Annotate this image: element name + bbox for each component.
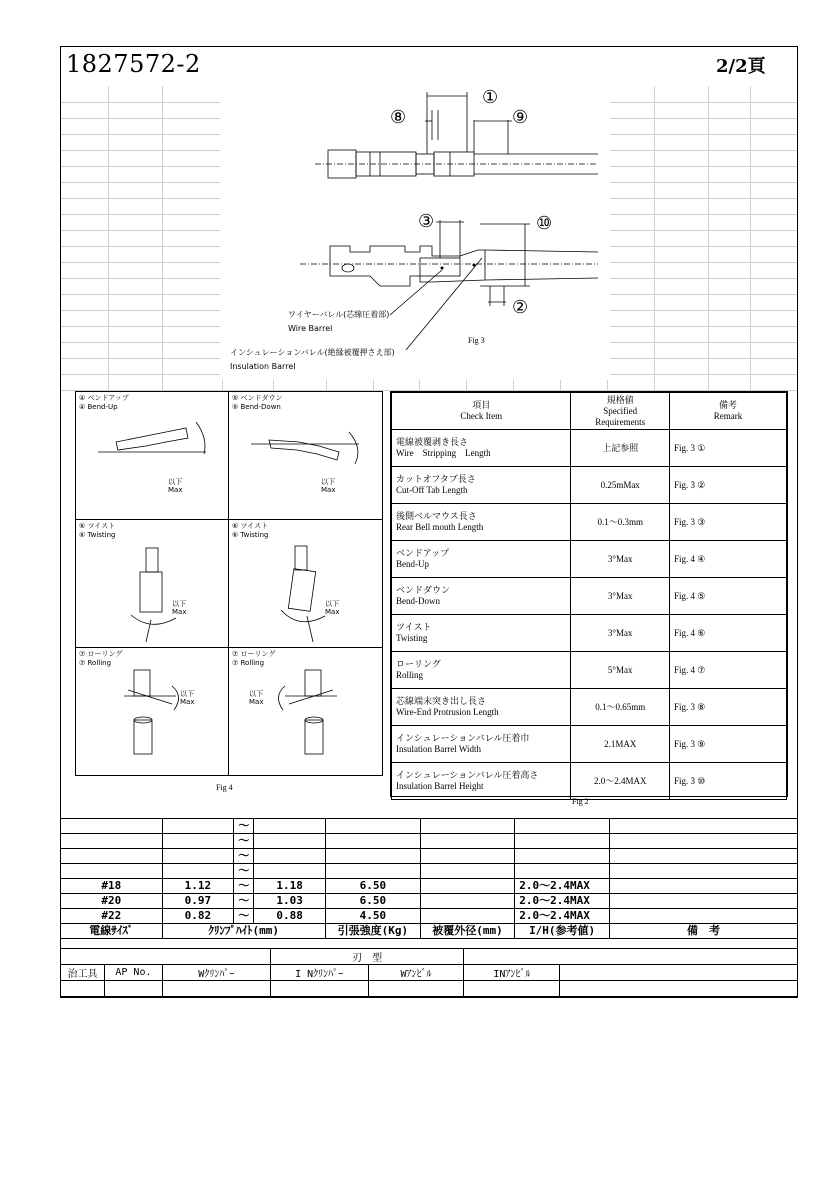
tensile-strength: 6.50: [326, 879, 421, 894]
cell-label-jp: ⑥ ツイスト: [79, 522, 116, 530]
range-tilde: ～: [234, 849, 254, 864]
fig4-cell-twisting-2: [229, 520, 382, 648]
spec-header-row: [392, 393, 787, 430]
header-req-en: Specified: [603, 405, 638, 416]
max-en: Max: [321, 486, 336, 494]
crimp-empty-row: [61, 864, 798, 879]
remark: [609, 879, 797, 894]
spec-remark: Fig. 3 ⑧: [669, 689, 786, 726]
callout-9: ⑨: [512, 107, 529, 128]
header-req-jp: 規格値: [606, 394, 634, 405]
spec-value: 3°Max: [571, 541, 670, 578]
max-jp: 以下: [321, 478, 336, 486]
fig3-caption: Fig 3: [468, 336, 485, 345]
cell-label-jp: ④ ベンドアップ: [79, 394, 129, 402]
spec-item-en: Twisting: [396, 633, 428, 643]
header-remark-jp: 備考: [718, 400, 737, 410]
crimp-header-row: [61, 924, 798, 939]
spec-item-jp: 芯線端末突き出し長さ: [396, 696, 487, 706]
in-anvil-label: INｱﾝﾋﾞﾙ: [464, 965, 560, 981]
tooling-table: [60, 948, 798, 997]
wire-barrel-label-jp: ワイヤーバレル(芯線圧着部): [288, 310, 390, 319]
spec-row: [392, 504, 787, 541]
range-tilde: ～: [234, 819, 254, 834]
spec-item-jp: ローリング: [396, 659, 441, 669]
max-jp: 以下: [325, 600, 340, 608]
tensile-strength: 6.50: [326, 894, 421, 909]
cell-label-jp: ⑦ ローリング: [232, 650, 276, 658]
header-outer-diameter: 被覆外径(mm): [420, 924, 515, 939]
fig4-caption: Fig 4: [216, 783, 233, 792]
crimp-height-min: 1.12: [162, 879, 234, 894]
crimp-height-min: 0.97: [162, 894, 234, 909]
outer-diameter: [420, 894, 515, 909]
fig4-cell-rolling-1: [76, 648, 229, 776]
cell-label-en: ⑦ Rolling: [79, 659, 112, 667]
fig4-cell-twisting-1: [76, 520, 229, 648]
callout-8: ⑧: [390, 107, 407, 128]
crimp-table: [60, 818, 798, 939]
outer-diameter: [420, 909, 515, 924]
spec-value: 0.1～0.3mm: [571, 504, 670, 541]
header-ih: I/H(参考値): [515, 924, 610, 939]
cell-label-en: ④ Bend-Up: [79, 403, 118, 411]
spec-remark: Fig. 3 ⑨: [669, 726, 786, 763]
header-tensile: 引張強度(Kg): [326, 924, 421, 939]
spec-item-jp: 後側ベルマウス長さ: [396, 511, 477, 521]
spec-row: [392, 578, 787, 615]
header-item-jp: 項目: [472, 400, 491, 410]
w-crimper-label: Wｸﾘﾝﾊﾟｰ: [162, 965, 270, 981]
header-remark: 備 考: [609, 924, 797, 939]
range-tilde: ～: [234, 879, 254, 894]
tooling-table-panel: [60, 948, 798, 997]
spec-row: [392, 430, 787, 467]
max-jp: 以下: [168, 478, 183, 486]
crimp-row: [61, 879, 798, 894]
header-crimp-height: ｸﾘﾝﾌﾟﾊｲﾄ(mm): [162, 924, 326, 939]
insulation-height: 2.0～2.4MAX: [515, 909, 610, 924]
crimp-empty-row: [61, 819, 798, 834]
spec-item-jp: 電線被覆剥き長さ: [396, 437, 469, 447]
cell-label-jp: ⑤ ベンドダウン: [232, 394, 283, 402]
callout-2: ②: [512, 297, 529, 318]
range-tilde: ～: [234, 909, 254, 924]
spec-item-en: Bend-Up: [396, 559, 429, 569]
insulation-height: 2.0～2.4MAX: [515, 894, 610, 909]
fig4-cell-bend-down: [229, 392, 382, 520]
max-en: Max: [180, 698, 195, 706]
crimp-table-panel: [60, 818, 798, 939]
crimp-height-max: 0.88: [254, 909, 326, 924]
spec-value: 5°Max: [571, 652, 670, 689]
die-title: 刃 型: [270, 949, 464, 965]
spec-item-jp: ベンドアップ: [396, 548, 450, 558]
insulation-height: 2.0～2.4MAX: [515, 879, 610, 894]
spec-item-jp: インシュレーションバレル圧着巾: [396, 733, 530, 743]
crimp-height-max: 1.18: [254, 879, 326, 894]
spec-item-jp: インシュレーションバレル圧着高さ: [396, 770, 539, 780]
spec-item-en: Wire-End Protrusion Length: [396, 707, 499, 717]
range-tilde: ～: [234, 834, 254, 849]
spec-value: 2.1MAX: [571, 726, 670, 763]
max-en: Max: [168, 486, 183, 494]
fig3-drawing: [220, 80, 610, 380]
callout-1: ①: [482, 87, 499, 108]
cell-label-jp: ⑦ ローリング: [79, 650, 123, 658]
ap-number-label: AP No.: [104, 965, 162, 981]
crimp-empty-row: [61, 849, 798, 864]
spec-remark: Fig. 3 ②: [669, 467, 786, 504]
page-number: 2/2頁: [716, 56, 766, 77]
crimp-empty-row: [61, 834, 798, 849]
range-tilde: ～: [234, 864, 254, 879]
fig4-cell-rolling-2: [229, 648, 382, 776]
callout-3: ③: [418, 211, 435, 232]
fig4-cell-bend-up: [76, 392, 229, 520]
callout-10: ⑩: [536, 213, 553, 234]
spec-value: 3°Max: [571, 578, 670, 615]
spec-remark: Fig. 4 ④: [669, 541, 786, 578]
fig2-caption: Fig 2: [572, 797, 589, 806]
spec-row: [392, 726, 787, 763]
outer-diameter: [420, 879, 515, 894]
max-jp: 以下: [180, 690, 195, 698]
header-wire-size: 電線ｻｲｽﾞ: [61, 924, 163, 939]
wire-size: #20: [61, 894, 163, 909]
tensile-strength: 4.50: [326, 909, 421, 924]
crimp-row: [61, 894, 798, 909]
spec-remark: Fig. 3 ③: [669, 504, 786, 541]
spec-item-en: Insulation Barrel Width: [396, 744, 481, 754]
spec-item-jp: ベンドダウン: [396, 585, 451, 595]
spec-value: 0.25mMax: [571, 467, 670, 504]
max-jp: 以下: [172, 600, 187, 608]
spec-table-panel: [390, 391, 788, 797]
insulation-barrel-label-jp: インシュレーションバレル(絶縁被覆押さえ部): [230, 348, 395, 357]
cell-label-en: ⑤ Bend-Down: [232, 403, 281, 411]
in-crimper-label: I Nｸﾘﾝﾊﾟｰ: [270, 965, 368, 981]
cell-label-jp: ⑥ ツイスト: [232, 522, 269, 530]
document-number: 1827572-2: [66, 50, 201, 78]
spec-item-en: Rolling: [396, 670, 424, 680]
wire-size: #22: [61, 909, 163, 924]
spec-row: [392, 652, 787, 689]
spec-value: 上記参照: [571, 430, 670, 467]
spec-item-en: Insulation Barrel Height: [396, 781, 484, 791]
wire-size: #18: [61, 879, 163, 894]
spec-remark: Fig. 4 ⑤: [669, 578, 786, 615]
insulation-barrel-label-en: Insulation Barrel: [230, 362, 296, 371]
spec-row: [392, 689, 787, 726]
max-en: Max: [172, 608, 187, 616]
crimp-height-max: 1.03: [254, 894, 326, 909]
spec-table: [391, 392, 787, 800]
max-jp: 以下: [249, 690, 264, 698]
header-req-en2: Requirements: [595, 416, 646, 427]
spec-row: [392, 615, 787, 652]
spec-row: [392, 467, 787, 504]
cell-label-en: ⑦ Rolling: [232, 659, 265, 667]
cell-label-en: ⑥ Twisting: [79, 531, 116, 539]
max-en: Max: [249, 698, 264, 706]
spec-value: 3°Max: [571, 615, 670, 652]
spec-remark: Fig. 4 ⑦: [669, 652, 786, 689]
remark: [609, 894, 797, 909]
spec-remark: Fig. 3 ①: [669, 430, 786, 467]
w-anvil-label: Wｱﾝﾋﾞﾙ: [368, 965, 464, 981]
spec-value: 0.1～0.65mm: [571, 689, 670, 726]
wire-barrel-label-en: Wire Barrel: [288, 324, 333, 333]
cell-label-en: ⑥ Twisting: [232, 531, 269, 539]
fig4-panel: [75, 391, 383, 776]
spec-remark: Fig. 4 ⑥: [669, 615, 786, 652]
spec-item-jp: ツイスト: [396, 622, 432, 632]
spec-item-en: Wire Stripping Length: [396, 448, 491, 458]
spec-value: 2.0～2.4MAX: [571, 763, 670, 800]
max-en: Max: [325, 608, 340, 616]
spec-item-jp: カットオフタブ長さ: [396, 474, 476, 484]
range-tilde: ～: [234, 894, 254, 909]
header-item-en: Check Item: [460, 411, 503, 421]
crimp-row: [61, 909, 798, 924]
tool-label: 治工具: [61, 965, 105, 981]
spec-remark: Fig. 3 ⑩: [669, 763, 786, 800]
remark: [609, 909, 797, 924]
spec-row: [392, 763, 787, 800]
header-remark-en: Remark: [713, 411, 743, 421]
crimp-height-min: 0.82: [162, 909, 234, 924]
spec-item-en: Rear Bell mouth Length: [396, 522, 484, 532]
spec-item-en: Bend-Down: [396, 596, 440, 606]
spec-item-en: Cut-Off Tab Length: [396, 485, 468, 495]
spec-row: [392, 541, 787, 578]
